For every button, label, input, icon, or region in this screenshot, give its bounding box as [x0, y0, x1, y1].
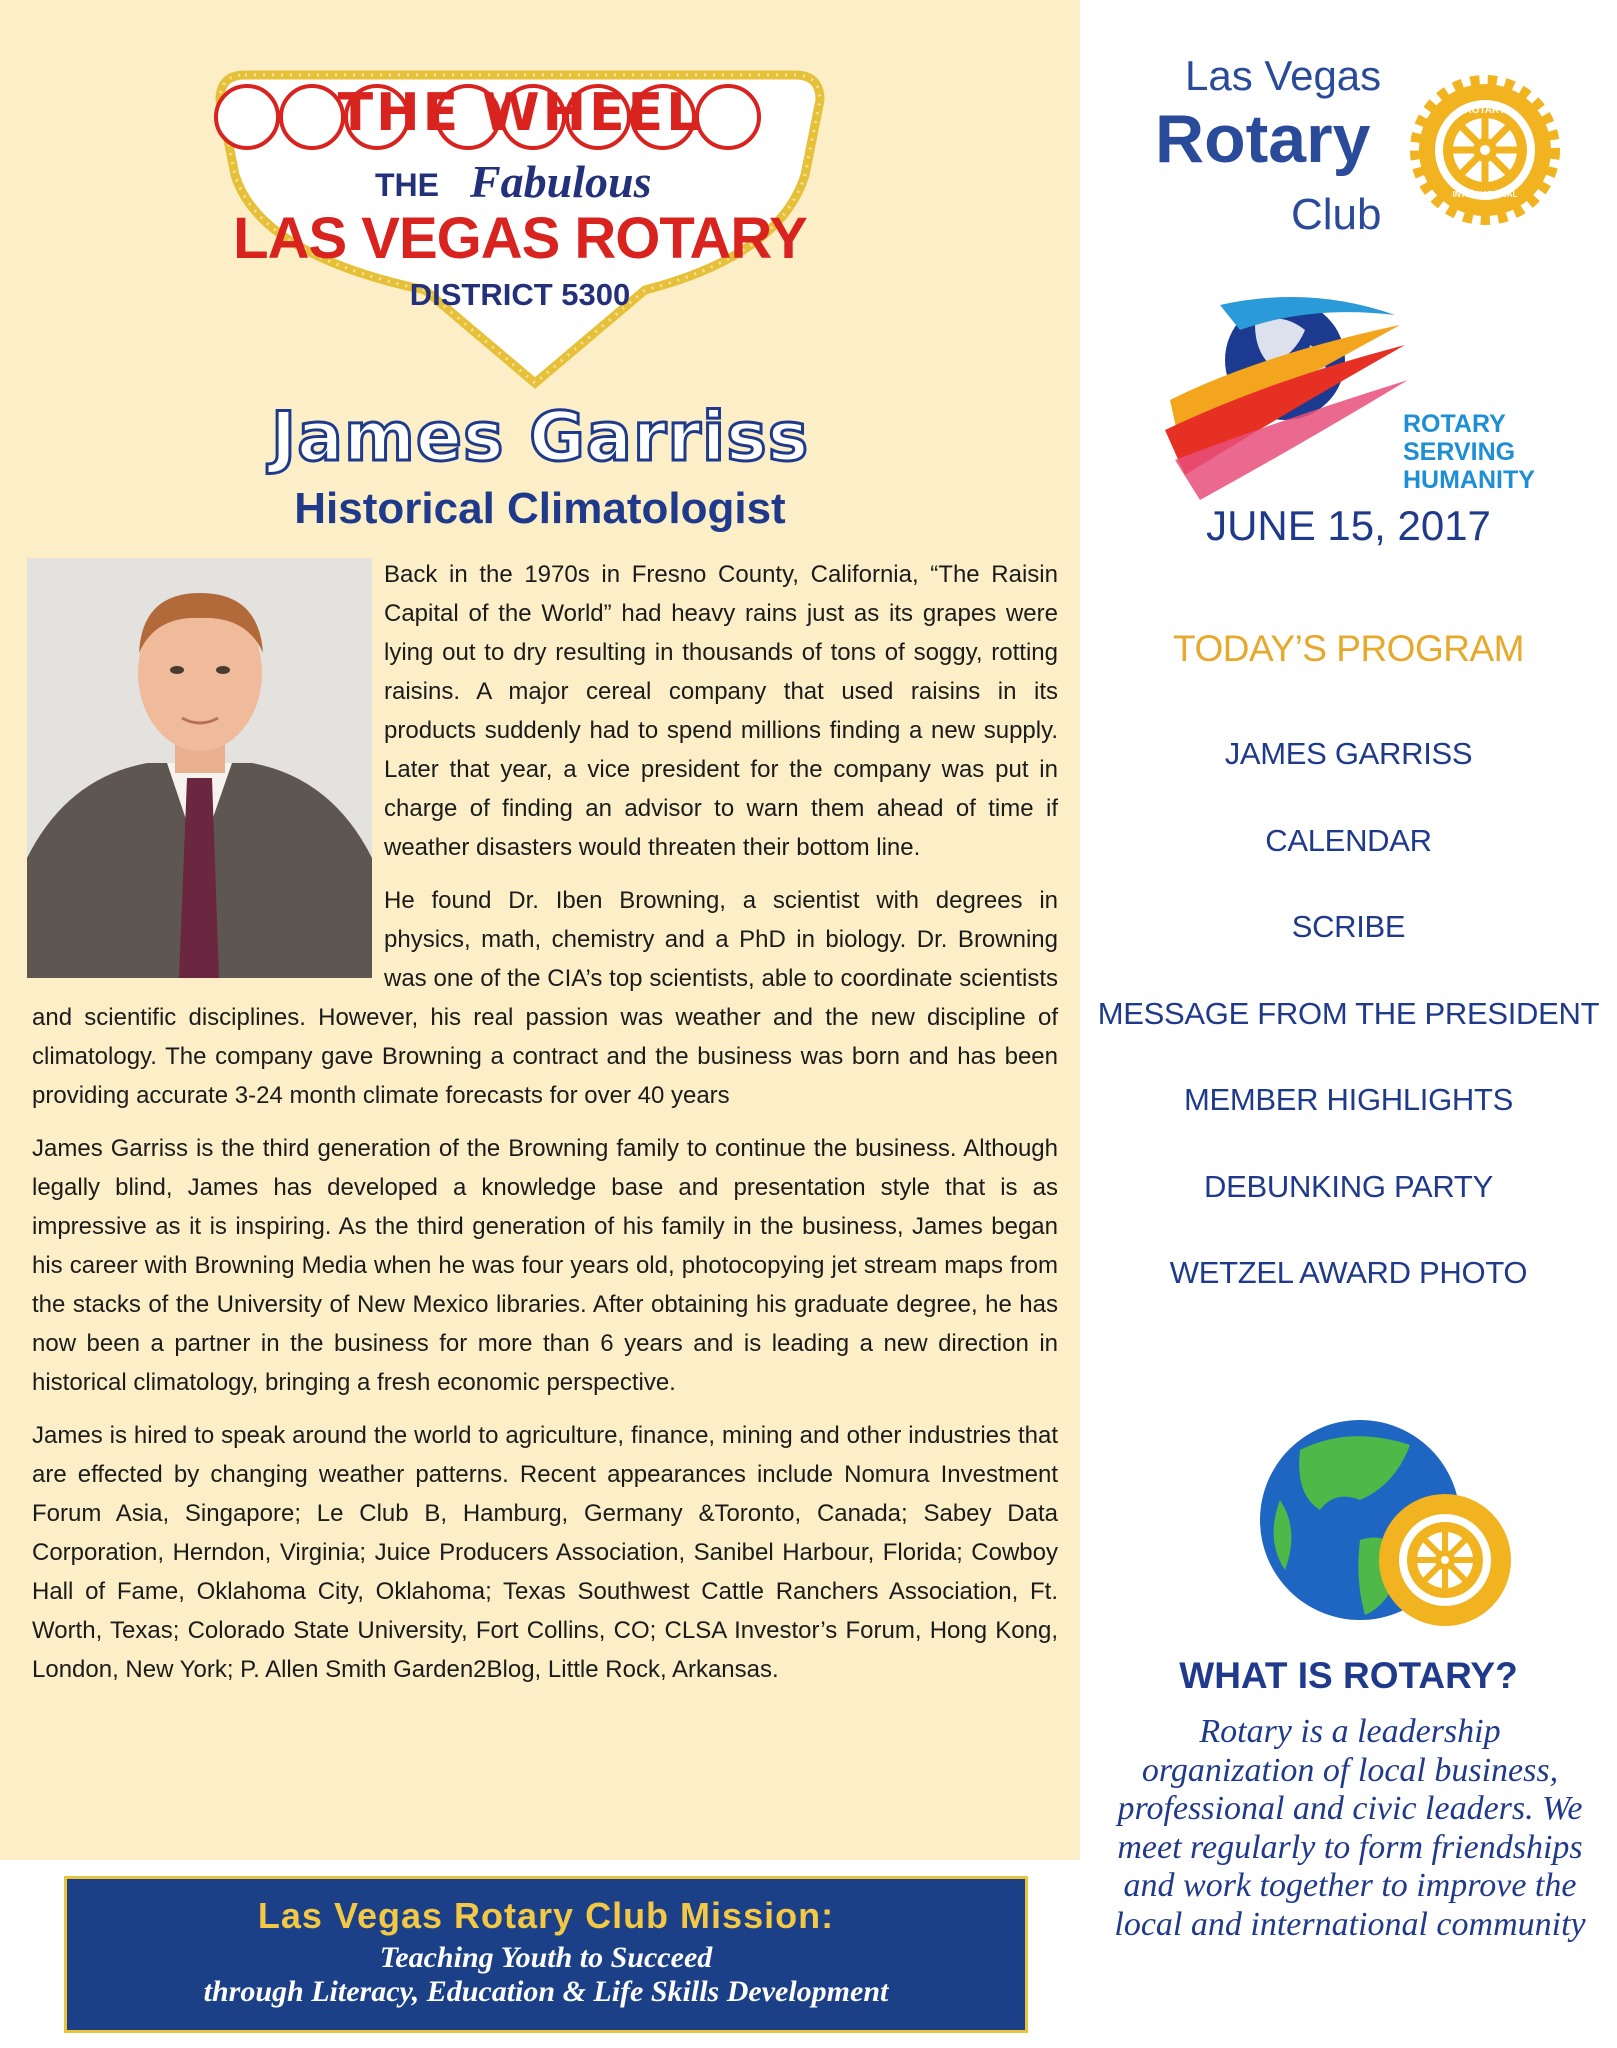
club-logo-line2: Rotary	[1155, 101, 1371, 177]
theme-line: SERVING	[1403, 438, 1516, 466]
masthead-district: DISTRICT 5300	[409, 277, 631, 312]
program-item: CALENDAR	[1265, 822, 1432, 858]
mission-line: Teaching Youth to Succeed	[379, 1941, 713, 1974]
mission-statement	[67, 1941, 1025, 2009]
program-item: JAMES GARRISS	[1224, 736, 1473, 771]
masthead-title: THE WHEEL	[337, 83, 703, 143]
photo-wrap-spacer	[32, 555, 384, 993]
theme-line: ROTARY	[1403, 410, 1506, 438]
mission-line: through Literacy, Education & Life Skills Development	[203, 1975, 889, 2008]
masthead-fabulous: Fabulous	[470, 156, 652, 207]
club-logo-line1: Las Vegas	[1185, 52, 1382, 99]
program-item: MESSAGE FROM THE PRESIDENT	[1097, 995, 1600, 1031]
program-item: MEMBER HIGHLIGHTS	[1183, 1082, 1514, 1117]
masthead-club-name: LAS VEGAS ROTARY	[233, 206, 807, 271]
speaker-title: Historical Climatologist	[294, 484, 786, 533]
issue-date: JUNE 15, 2017	[1206, 502, 1491, 549]
theme-line: HUMANITY	[1403, 466, 1535, 494]
mission-box	[64, 1876, 1028, 2033]
rotary-wheel-icon	[1410, 75, 1560, 225]
program-item: DEBUNKING PARTY	[1204, 1168, 1493, 1204]
article-paragraph: Back in the 1970s in Fresno County, California, “The Raisin Capital of the World” had heavy rains just as its grapes were lying out to dry resulting in thousands of tons of soggy, rotting raisins. A major cereal company that used raisins in its products suddenly had to spend millions finding a new supply. Later that year, a vice president for the company was put in charge of finding an advisor to warn them ahead of time if weather disasters would threaten their bottom line.	[384, 561, 1058, 861]
program-heading: TODAY’S PROGRAM	[1173, 628, 1524, 669]
masthead-sign	[205, 65, 835, 395]
club-logo-line3: Club	[1291, 190, 1382, 239]
what-is-rotary-heading: WHAT IS ROTARY?	[1179, 1655, 1518, 1696]
program-item: WETZEL AWARD PHOTO	[1169, 1255, 1528, 1290]
serving-humanity-globe-icon	[1160, 285, 1410, 515]
article-paragraph: James is hired to speak around the world to agriculture, finance, mining and other industries that are effected by changing weather patterns. Recent appearances include Nomura Investment Forum Asia, Singapore; Le Club B, Hamburg, Germany &Toronto, Canada; Sabey Data Corporation, Herndon, Virginia; Juice Producers Association, Sanibel Harbour, Florida; Cowboy Hall of Fame, Oklahoma City, Oklahoma; Texas Southwest Cattle Ranchers Association, Ft. Worth, Texas; Colorado State University, Fort Collins, CO; CLSA Investor’s Forum, Hong Kong, London, New York; P. Allen Smith Garden2Blog, Little Rock, Arkansas.	[32, 1422, 1058, 1683]
mission-title: Las Vegas Rotary Club Mission:	[257, 1895, 835, 1936]
article-paragraph: James Garriss is the third generation of the Browning family to continue the business. Although legally blind, James has developed a knowledge base and presentation style that is as impressive as it is inspiring. As the third generation of his family in the business, James began his career with Browning Media when he was four years old, photocopying jet stream maps from the stacks of the University of New Mexico libraries. After obtaining his graduate degree, he has now been a partner in the business for more than 6 years and is leading a new direction in historical climatology, bringing a fresh economic perspective.	[32, 1135, 1058, 1396]
theme-text	[1403, 410, 1535, 494]
article-body	[32, 555, 1058, 1703]
globe-rotary-icon	[1240, 1410, 1530, 1650]
wheel-label-bottom: INTERNATIONAL	[1452, 190, 1518, 199]
article-paragraph: He found Dr. Iben Browning, a scientist with degrees in physics, math, chemistry and a PhD in biology. Dr. Browning was one of the CIA’s top scientists, able to coordinate scientists and scientific disciplines. However, his real passion was weather and the new discipline of climatology. The company gave Browning a contract and the business was born and has been providing accurate 3-24 month climate forecasts for over 40 years	[32, 887, 1058, 1109]
speaker-name: James Garriss	[270, 398, 810, 477]
wheel-label-top: ROTARY	[1464, 105, 1506, 116]
program-list	[1080, 736, 1617, 1342]
masthead-the: THE	[375, 167, 439, 203]
program-item: SCRIBE	[1291, 909, 1406, 944]
what-is-rotary-text: Rotary is a leadership organization of local business, professional and civic leaders. We meet regularly to form friendships and work together to improve the local and international community	[1114, 1713, 1586, 1943]
